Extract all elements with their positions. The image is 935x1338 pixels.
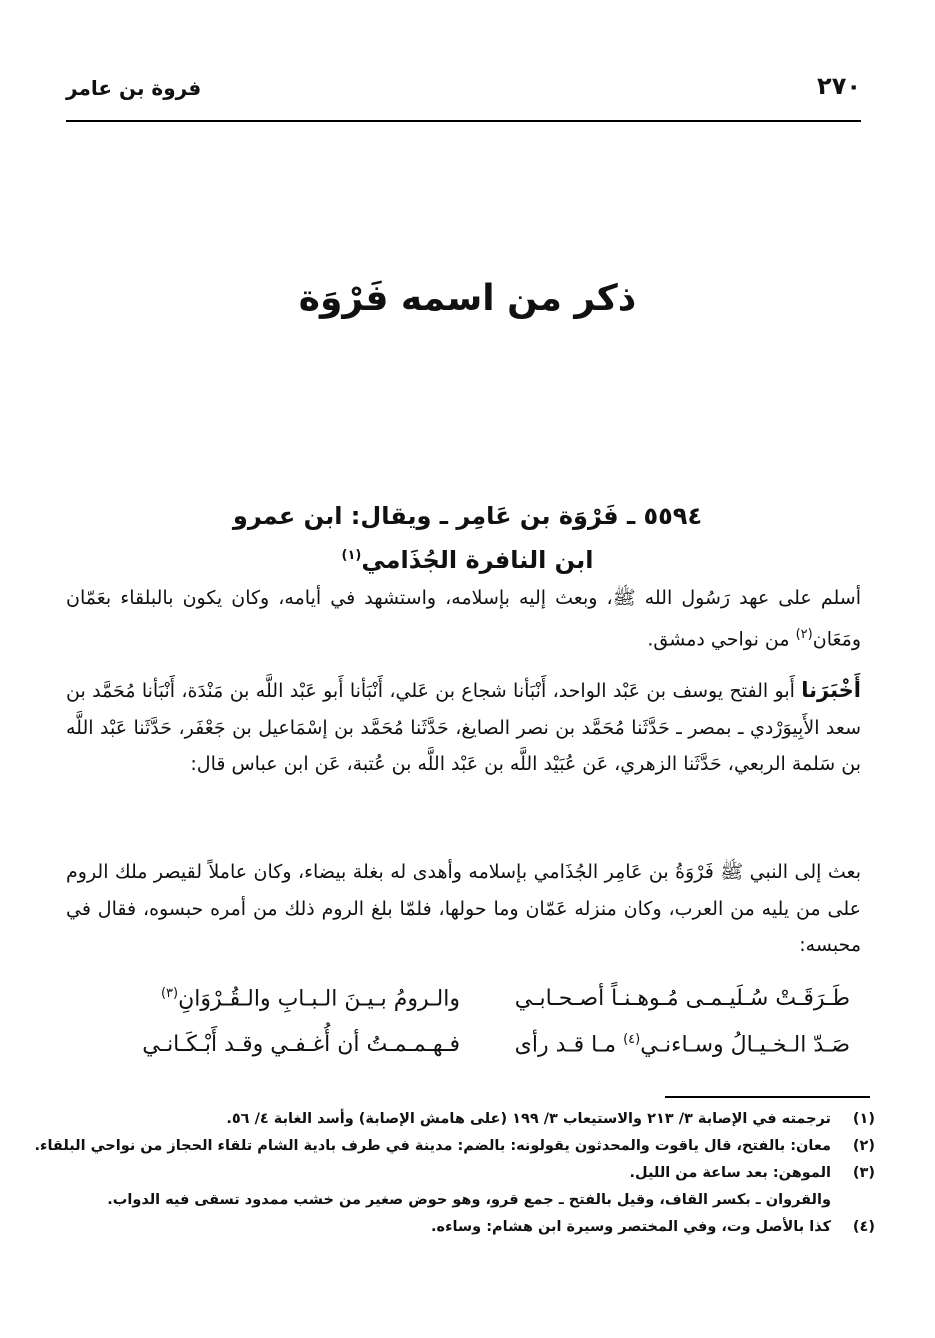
running-head xyxy=(66,72,861,112)
footnotes xyxy=(34,1106,875,1241)
verse-hemistich-text: صَـدّ الـخـيـالُ وسـاءنـي xyxy=(640,1032,850,1058)
verse-line xyxy=(80,1032,850,1080)
entry-heading xyxy=(120,496,815,580)
footnote xyxy=(110,1214,875,1241)
verse-line xyxy=(80,986,850,1034)
paragraph-biography-text-a: أسلم على عهد رَسُول الله ﷺ، وبعث إليه بإسلامه، واستشهد في أيامه، وكان يكون بالبلقاء بعَمّان ومَعَان xyxy=(66,587,861,650)
paragraph-biography xyxy=(66,580,861,657)
footnote xyxy=(110,1160,875,1187)
footnote xyxy=(34,1133,875,1160)
paragraph-narration: بعث إلى النبي ﷺ فَرْوَةُ بن عَامِر الجُذَامي بإسلامه وأهدى له بغلة بيضاء، وكان عاملاً لقيصر ملك الروم على من يليه من العرب، وكان منزله عَمّان وما حولها، فلمّا بلغ الروم ذلك من أمره حبسوه، فقال في محبسه: xyxy=(66,861,861,956)
entry-heading-line2 xyxy=(120,536,815,580)
footnote-ref-3: (٣) xyxy=(160,986,179,1001)
entry-heading-line1: ٥٥٩٤ ـ فَرْوَة بن عَامِر ـ ويقال: ابن عمرو xyxy=(232,502,703,530)
header-rule xyxy=(66,120,861,122)
footnote-number: (١) xyxy=(852,1111,875,1127)
footnote-text: ترجمته في الإصابة ٣/ ٢١٣ والاستيعاب ٣/ ١٩٩ (على هامش الإصابة) وأسد الغابة ٤/ ٥٦. xyxy=(226,1111,831,1127)
footnote-text: كذا بالأصل وت، وفي المختصر وسيرة ابن هشام: وساءه. xyxy=(431,1219,831,1235)
paragraph-biography-text-b: من نواحي دمشق. xyxy=(647,627,796,650)
verse-hemistich-second: فـهـمـمـتُ أن أُغـفـي وقـد أَبْـكَـانـي xyxy=(142,1032,460,1057)
running-title: فروة بن عامر xyxy=(66,76,202,100)
footnote xyxy=(107,1187,875,1214)
section-title: ذكر من اسمه فَرْوَة xyxy=(298,278,637,319)
footnote-number: (٣) xyxy=(852,1165,875,1181)
footnote-ref-2: (٢) xyxy=(795,626,813,642)
footnote xyxy=(110,1106,875,1133)
footnote-rule xyxy=(665,1096,870,1098)
verse-hemistich-text: والـرومُ بـيـنَ الـبـابِ والـقُـرْوَانِ xyxy=(178,986,460,1012)
verse-hemistich-second xyxy=(100,986,460,1011)
entry-heading-name: ابن النافرة الجُذَامي xyxy=(361,546,594,574)
verse-hemistich-first: طَـرَقَـتْ سُـلَيـمـى مُـوهـنـاً أصـحـابـي xyxy=(514,986,850,1011)
footnote-text: الموهن: بعد ساعة من الليل. xyxy=(629,1165,831,1181)
footnote-number: (٢) xyxy=(852,1138,875,1154)
footnote-ref-1: (١) xyxy=(341,548,362,563)
paragraph-isnad-lead: أَخْبَرَنا xyxy=(801,678,861,702)
verse-hemistich-first xyxy=(500,1032,850,1057)
page-number: ٢٧٠ xyxy=(817,72,861,100)
paragraph-isnad xyxy=(66,672,861,783)
verse-hemistich-tail: مـا قـد رأى xyxy=(514,1032,624,1058)
footnote-text: معان: بالفتح، قال ياقوت والمحدثون يقولونه: بالضم: مدينة في طرف بادية الشام تلقاء الحجاز من نواحي البلقاء. xyxy=(34,1138,831,1154)
footnote-number: (٤) xyxy=(852,1219,875,1235)
paragraph-isnad-text: أَبو الفتح يوسف بن عَبْد الواحد، أَنْبَأنا شجاع بن عَلي، أَنْبَأنا أَبو عَبْد اللَّه بن مَنْدَة، أَنْبَأنا مُحَمَّد بن سعد الأَبِيوَرْدي ـ بمصر ـ حَدَّثَنا مُحَمَّد بن نصر الصايغ، حَدَّثَنا مُحَمَّد بن إسْمَاعيل بن جَعْفَر، حَدَّثَنا عَبْد اللَّه بن سَلمة الربعي، حَدَّثَنا الزهري، عَن عُبَيْد اللَّه بن عَبْد اللَّه بن عُتبة، عَن ابن عباس قال: xyxy=(66,680,861,775)
footnote-text: والقروان ـ بكسر القاف، وقيل بالفتح ـ جمع قرو، وهو حوض صغير من خشب ممدود تسقى فيه الدواب. xyxy=(107,1192,831,1208)
footnote-ref-4: (٤) xyxy=(623,1032,641,1047)
